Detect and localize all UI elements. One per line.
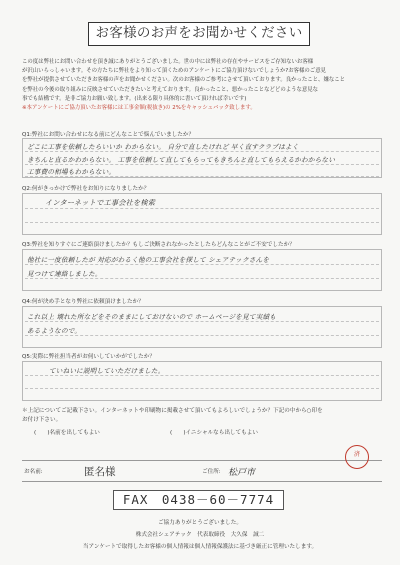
answer-line [25,208,379,209]
privacy-text: 当アンケートで取得したお客様の個人情報は個人情報保護法に基づき厳正に管理いたします。 [82,544,318,550]
name-address-row [22,460,382,482]
question-2-answer-box [22,193,382,235]
consent-text: ＊上記についてご記載下さい。インターネットや印刷物に掲載させて頂いてもよろしいでしょうか？下記の中から○印を [22,408,323,414]
handwritten-answer: あるようなので。 [27,327,82,335]
answer-line [25,278,379,279]
answer-line [25,151,379,152]
handwritten-answer: これ以上 壊れた所などをそのままにしておけないので ホームページを見て実績も [27,313,277,321]
handwritten-answer: インターネットで工事会社を検索 [45,198,156,207]
name-label: お名前: [24,469,43,475]
question-2-label: Q2:何がきっかけで弊社をお知りになりましたか？ [22,186,150,192]
address-value[interactable]: 松戸市 [228,468,256,478]
answer-line [25,335,379,336]
intro-line: を弊社が提供させていただきお客様の声をお聞かせください。次のお客様のご参考にさせて頂いております。良かったこと、嫌なこと [22,77,346,84]
handwritten-answer: 他社に一度依頼したが 対応がわるく他の工事会社を探して シェアテックさんを [27,256,270,264]
page-title: お客様のお声をお聞かせください [88,22,310,46]
fax-number: FAX 0438－60－7774 [113,490,284,510]
question-3-label: Q3:弊社を知りすぐにご連絡頂けましたか？もしご決断されなかったとしたらどんなことがご不安でしたか？ [22,242,295,248]
answer-line [25,388,379,389]
cashback-note: ※本アンケートにご協力頂いたお客様には工事金額(税抜き)の 2%をキャッシュバック致します。 [22,105,256,112]
intro-text [22,58,382,113]
handwritten-answer: 工事費の相場もわからない。 [27,168,116,176]
intro-line: 事でも結構です。是非ご協力お願い致します。(出来る限り具体的に書いて頂ければ幸いです) [22,95,247,102]
intro-line: が沢山いらっしゃいます。その方たちに弊社をより知って頂くためのアンケートにご協力頂けないでしょうか?お客様のご意見 [22,68,326,75]
handwritten-answer: ていねいに説明していただけました。 [49,367,165,375]
answer-line [25,164,379,165]
answer-line [25,321,379,322]
intro-line: この度は弊社にお問い合わせを頂き誠にありがとうございました。世の中には弊社の存在やサービスをご存知ないお客様 [22,59,314,65]
address-label: ご住所: [202,469,221,475]
question-5-answer-box [22,361,382,401]
approval-stamp: 済 [345,445,369,469]
answer-line [25,222,379,223]
thanks-text: ご協力ありがとうございました。 [158,520,242,526]
handwritten-answer: どこに工事を依頼したらいいか わからない。 自分で直したけれど 早く直すクラブはよく [27,143,299,151]
answer-line [25,375,379,376]
answer-line [25,264,379,265]
question-4-label: Q4:何が決め手となり弊社に依頼頂けましたか？ [22,299,144,305]
answer-line [25,176,379,177]
question-1-answer-box [22,138,382,178]
question-3-answer-box [22,249,382,291]
consent-text-2: お付け下さい。 [22,417,62,423]
question-4-answer-box [22,306,382,348]
question-1-label: Q1:弊社にお問い合わせになる前にどんなことで悩んでいましたか？ [22,132,195,138]
name-value[interactable]: 匿名様 [84,466,116,478]
consent-option-initials[interactable]: ( )イニシャルなら出してもよい [170,430,258,436]
consent-option-name[interactable]: ( )名前を出してもよい [34,430,100,436]
question-5-label: Q5:実際に弊社担当者がお伺いしていかがでしたか？ [22,354,155,360]
company-text: 株式会社シェアテック 代表取締役 大久保 誠二 [135,532,265,538]
intro-line: を弊社の今後の取り組みに反映させていただきたいと考えております。良かったこと、悪かったことなどどのような意見な [22,86,319,93]
handwritten-answer: きちんと直るかわからない。 工事を依頼して直してもらってもきちんと直してもらえるかわからない [27,156,336,164]
handwritten-answer: 見つけて連絡しました。 [27,270,102,278]
